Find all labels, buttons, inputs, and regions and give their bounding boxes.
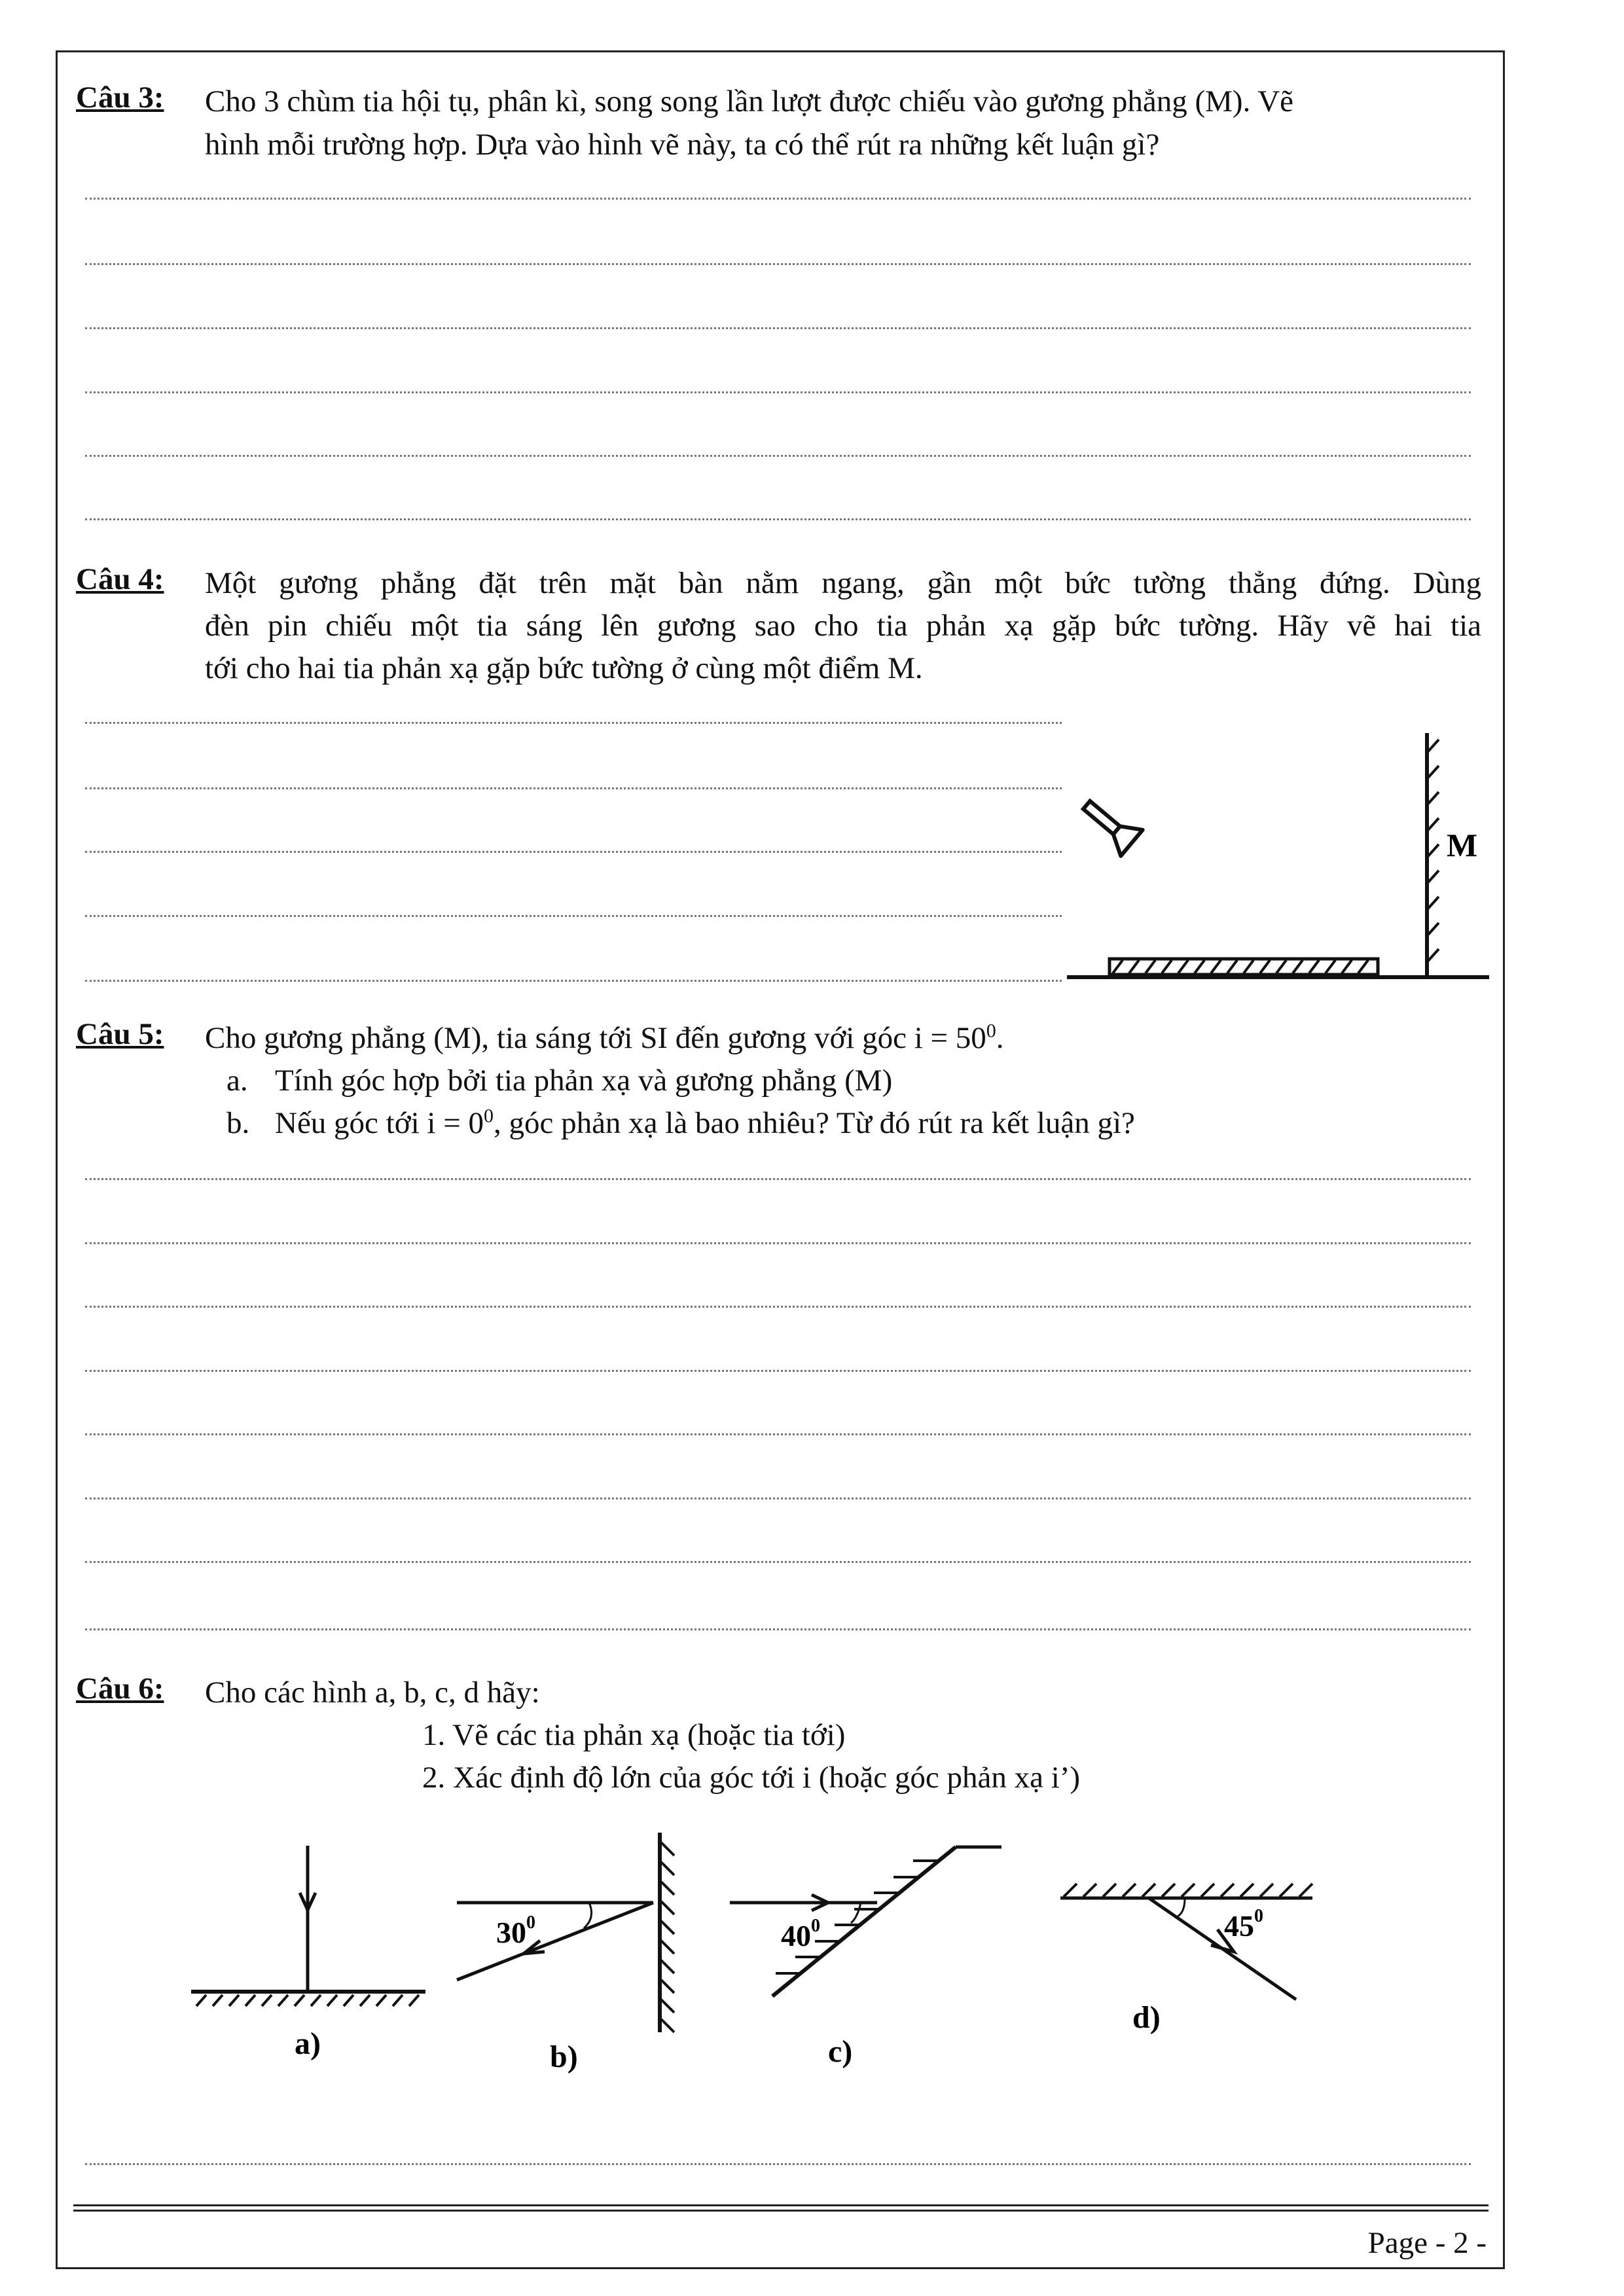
- answer-line[interactable]: [85, 263, 1471, 265]
- answer-line[interactable]: [85, 851, 1062, 853]
- q5-b-prefix: b.: [226, 1106, 250, 1140]
- answer-line[interactable]: [85, 980, 1062, 982]
- footer-rule-top: [73, 2204, 1489, 2206]
- q3-line2: hình mỗi trường hợp. Dựa vào hình vẽ này, ta có thể rút ra những kết luận gì?: [205, 128, 1160, 162]
- figure-c-angle-value: 40: [781, 1919, 811, 1952]
- horizontal-mirror: [1110, 959, 1378, 975]
- q5-text: [205, 1016, 1004, 1060]
- answer-line[interactable]: [85, 1306, 1471, 1308]
- q5-b-text-main: Nếu góc tới i = 0: [275, 1106, 484, 1140]
- q4-line2: đèn pin chiếu một tia sáng lên gương sao cho tia phản xạ gặp bức tường. Hãy vẽ hai tia: [205, 609, 1481, 643]
- figure-d-label: d): [1132, 2000, 1161, 2035]
- answer-line[interactable]: [85, 198, 1471, 200]
- answer-line[interactable]: [85, 2163, 1471, 2165]
- degree-sup: 0: [986, 1020, 996, 1042]
- degree-sup: 0: [526, 1912, 535, 1933]
- figure-a: [191, 1846, 425, 2061]
- degree-sup: 0: [483, 1105, 494, 1127]
- q3-line1: Cho 3 chùm tia hội tụ, phân kì, song song lần lượt được chiếu vào gương phẳng (M). Vẽ: [205, 84, 1294, 118]
- q6-label: Câu 6:: [76, 1672, 164, 1706]
- q6-figures: [183, 1820, 1322, 2081]
- answer-line[interactable]: [85, 1178, 1471, 1180]
- figure-c-angle: [781, 1916, 820, 1952]
- answer-line[interactable]: [85, 1433, 1471, 1435]
- figure-b: [457, 1833, 674, 2074]
- answer-line[interactable]: [85, 1242, 1471, 1244]
- q5-a-text: Tính góc hợp bởi tia phản xạ và gương phẳng (M): [275, 1064, 893, 1098]
- answer-line[interactable]: [85, 518, 1471, 520]
- answer-line[interactable]: [85, 1628, 1471, 1630]
- point-m-label: M: [1447, 827, 1478, 863]
- q5-text-end: .: [996, 1021, 1004, 1055]
- figure-b-label: b): [550, 2039, 578, 2074]
- q4-line1: Một gương phẳng đặt trên mặt bàn nằm ngang, gần một bức tường thẳng đứng. Dùng: [205, 566, 1481, 600]
- answer-line[interactable]: [85, 391, 1471, 393]
- figure-a-label: a): [295, 2026, 321, 2061]
- q3-label: Câu 3:: [76, 81, 164, 115]
- q5-b-text-end: , góc phản xạ là bao nhiêu? Từ đó rút ra kết luận gì?: [493, 1106, 1135, 1140]
- answer-line[interactable]: [85, 787, 1062, 789]
- footer-rule-bottom: [73, 2210, 1489, 2212]
- q6-intro: Cho các hình a, b, c, d hãy:: [205, 1676, 540, 1710]
- q6-item2: 2. Xác định độ lớn của góc tới i (hoặc góc phản xạ i’): [422, 1761, 1081, 1795]
- figure-b-angle: [496, 1912, 535, 1949]
- answer-line[interactable]: [85, 1561, 1471, 1563]
- figure-d-angle: [1224, 1906, 1263, 1943]
- answer-line[interactable]: [85, 455, 1471, 457]
- answer-line[interactable]: [85, 1498, 1471, 1499]
- q6-item1: 1. Vẽ các tia phản xạ (hoặc tia tới): [422, 1718, 846, 1752]
- q5-a-prefix: a.: [226, 1064, 248, 1098]
- degree-sup: 0: [811, 1916, 820, 1936]
- answer-line[interactable]: [85, 327, 1471, 329]
- answer-line[interactable]: [85, 1370, 1471, 1372]
- q5-label: Câu 5:: [76, 1017, 164, 1051]
- answer-line[interactable]: [85, 722, 1062, 724]
- figure-c: [730, 1847, 1001, 2069]
- page-number: Page - 2 -: [1367, 2226, 1487, 2260]
- answer-line[interactable]: [85, 915, 1062, 917]
- figure-c-label: c): [828, 2034, 853, 2069]
- q5-b-text: [275, 1102, 1135, 1145]
- q4-label: Câu 4:: [76, 562, 164, 596]
- degree-sup: 0: [1254, 1906, 1263, 1926]
- q4-line3: tới cho hai tia phản xạ gặp bức tường ở cùng một điểm M.: [205, 651, 923, 685]
- figure-d-angle-value: 45: [1224, 1909, 1254, 1943]
- q4-figure: [1060, 726, 1492, 988]
- q5-text-main: Cho gương phẳng (M), tia sáng tới SI đến gương với góc i = 50: [205, 1021, 986, 1055]
- figure-b-angle-value: 30: [496, 1916, 526, 1949]
- figure-d: [1060, 1884, 1312, 2035]
- vertical-wall: [1427, 733, 1439, 977]
- flashlight-icon: [1075, 792, 1142, 856]
